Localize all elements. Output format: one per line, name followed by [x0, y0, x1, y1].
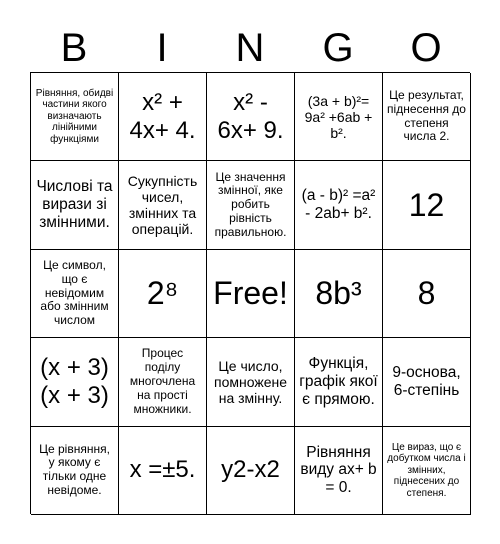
- bingo-cell[interactable]: x =±5.: [119, 427, 207, 515]
- bingo-cell[interactable]: 12: [383, 161, 471, 249]
- bingo-cell[interactable]: Функція, графік якої є прямою.: [295, 338, 383, 426]
- header-letter-n: N: [235, 26, 265, 70]
- bingo-cell[interactable]: Це значення змінної, яке робить рівність правильною.: [207, 161, 295, 249]
- bingo-cell[interactable]: Це рівняння, у якому є тільки одне невідоме.: [31, 427, 119, 515]
- free-space-cell[interactable]: Free!: [207, 250, 295, 338]
- bingo-cell[interactable]: (x + 3)(x + 3): [31, 338, 119, 426]
- bingo-card: [30, 72, 470, 514]
- bingo-cell[interactable]: Це число, помножене на змінну.: [207, 338, 295, 426]
- bingo-cell[interactable]: Процес поділу многочлена на прості множники.: [119, 338, 207, 426]
- bingo-cell[interactable]: Це вираз, що є добутком числа і змінних, піднесених до степеня.: [383, 427, 471, 515]
- bingo-cell[interactable]: 8: [383, 250, 471, 338]
- header-letter-g: G: [322, 26, 354, 70]
- bingo-cell[interactable]: Рівняння, обидві частини якого визначають лінійними функціями: [31, 73, 119, 161]
- bingo-cell[interactable]: Числові та вирази зі змінними.: [31, 161, 119, 249]
- bingo-cell[interactable]: x² + 4x+ 4.: [119, 73, 207, 161]
- bingo-cell[interactable]: 9-основа, 6-степінь: [383, 338, 471, 426]
- bingo-cell[interactable]: x² - 6x+ 9.: [207, 73, 295, 161]
- header-letter-b: B: [60, 26, 88, 70]
- bingo-cell[interactable]: 2⁸: [119, 250, 207, 338]
- bingo-cell[interactable]: (a - b)² =a² - 2ab+ b².: [295, 161, 383, 249]
- header-letter-i: I: [156, 26, 168, 70]
- bingo-cell[interactable]: (3a + b)²= 9a² +6ab + b².: [295, 73, 383, 161]
- bingo-header: [30, 22, 470, 74]
- bingo-cell[interactable]: Сукупність чисел, змінних та операцій.: [119, 161, 207, 249]
- header-letter-o: O: [410, 26, 442, 70]
- bingo-cell[interactable]: Це результат, піднесення до степеня числа 2.: [383, 73, 471, 161]
- bingo-cell[interactable]: Рівняння виду ах+ b = 0.: [295, 427, 383, 515]
- bingo-cell[interactable]: 8b³: [295, 250, 383, 338]
- bingo-cell[interactable]: y2-x2: [207, 427, 295, 515]
- bingo-cell[interactable]: Це символ, що є невідомим або змінним числом: [31, 250, 119, 338]
